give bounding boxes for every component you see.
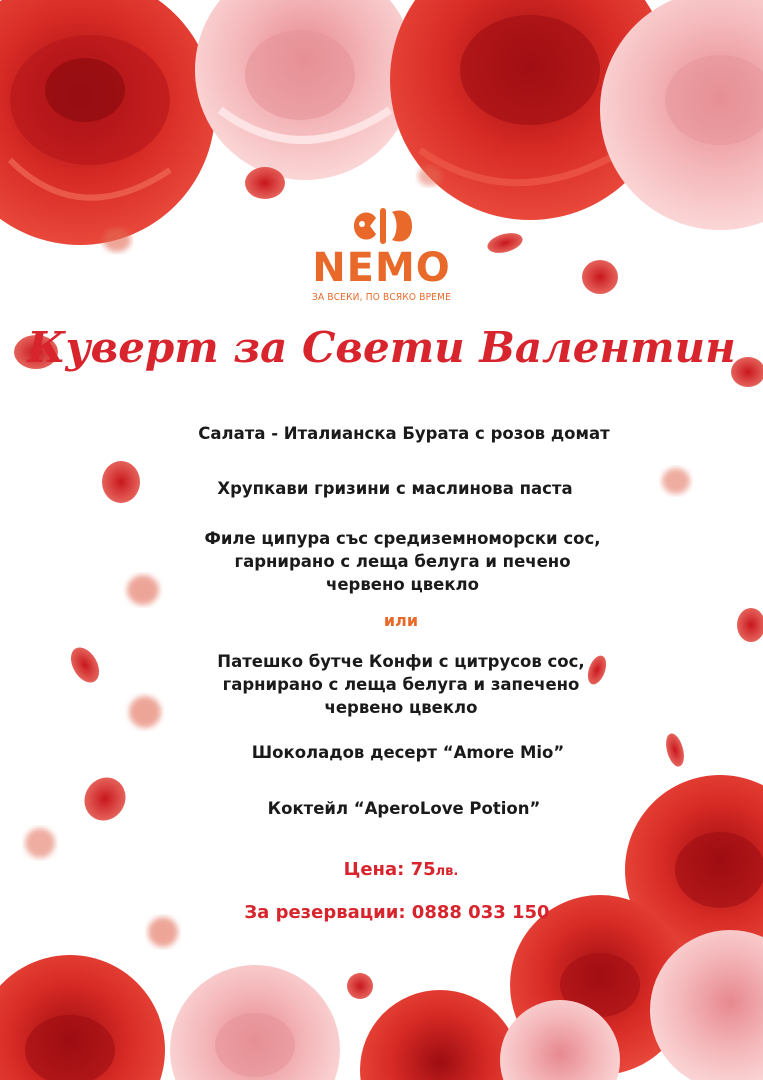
brand-name: NEMO	[312, 245, 451, 291]
menu-item-duck-line3: червено цвекло	[324, 698, 478, 717]
or-separator: или	[383, 611, 419, 630]
menu-item-fish-line2: гарнирано с леща белуга и печено	[234, 552, 571, 571]
menu-item-fish-line1: Филе ципура със средиземноморски сос,	[204, 529, 601, 548]
menu-item-cocktail: Коктейл “AperoLove Potion”	[267, 799, 541, 818]
menu-item-salad: Салата - Италианска Бурата с розов домат	[198, 424, 610, 443]
menu-item-grissini: Хрупкави гризини с маслинова паста	[217, 479, 573, 498]
menu-item-fish-line3: червено цвекло	[326, 575, 479, 594]
menu-item-fish	[0, 527, 763, 596]
nemo-logo-icon	[340, 204, 424, 248]
menu-item-duck-line2: гарнирано с леща белуга и запечено	[222, 675, 580, 694]
price-currency: лв.	[435, 864, 459, 879]
page-title: Куверт за Свети Валентин	[27, 323, 736, 372]
menu-item-duck	[0, 650, 763, 719]
menu-item-duck-line1: Патешко бутче Конфи с цитрусов сос,	[217, 652, 585, 671]
price-label	[0, 859, 763, 880]
price-value: Цена: 75	[343, 859, 436, 880]
reservation-phone: За резервации: 0888 033 150	[244, 902, 550, 923]
menu-item-dessert: Шоколадов десерт “Amore Mio”	[251, 743, 565, 762]
brand-tagline: ЗА ВСЕКИ, ПО ВСЯКО ВРЕМЕ	[311, 292, 451, 303]
